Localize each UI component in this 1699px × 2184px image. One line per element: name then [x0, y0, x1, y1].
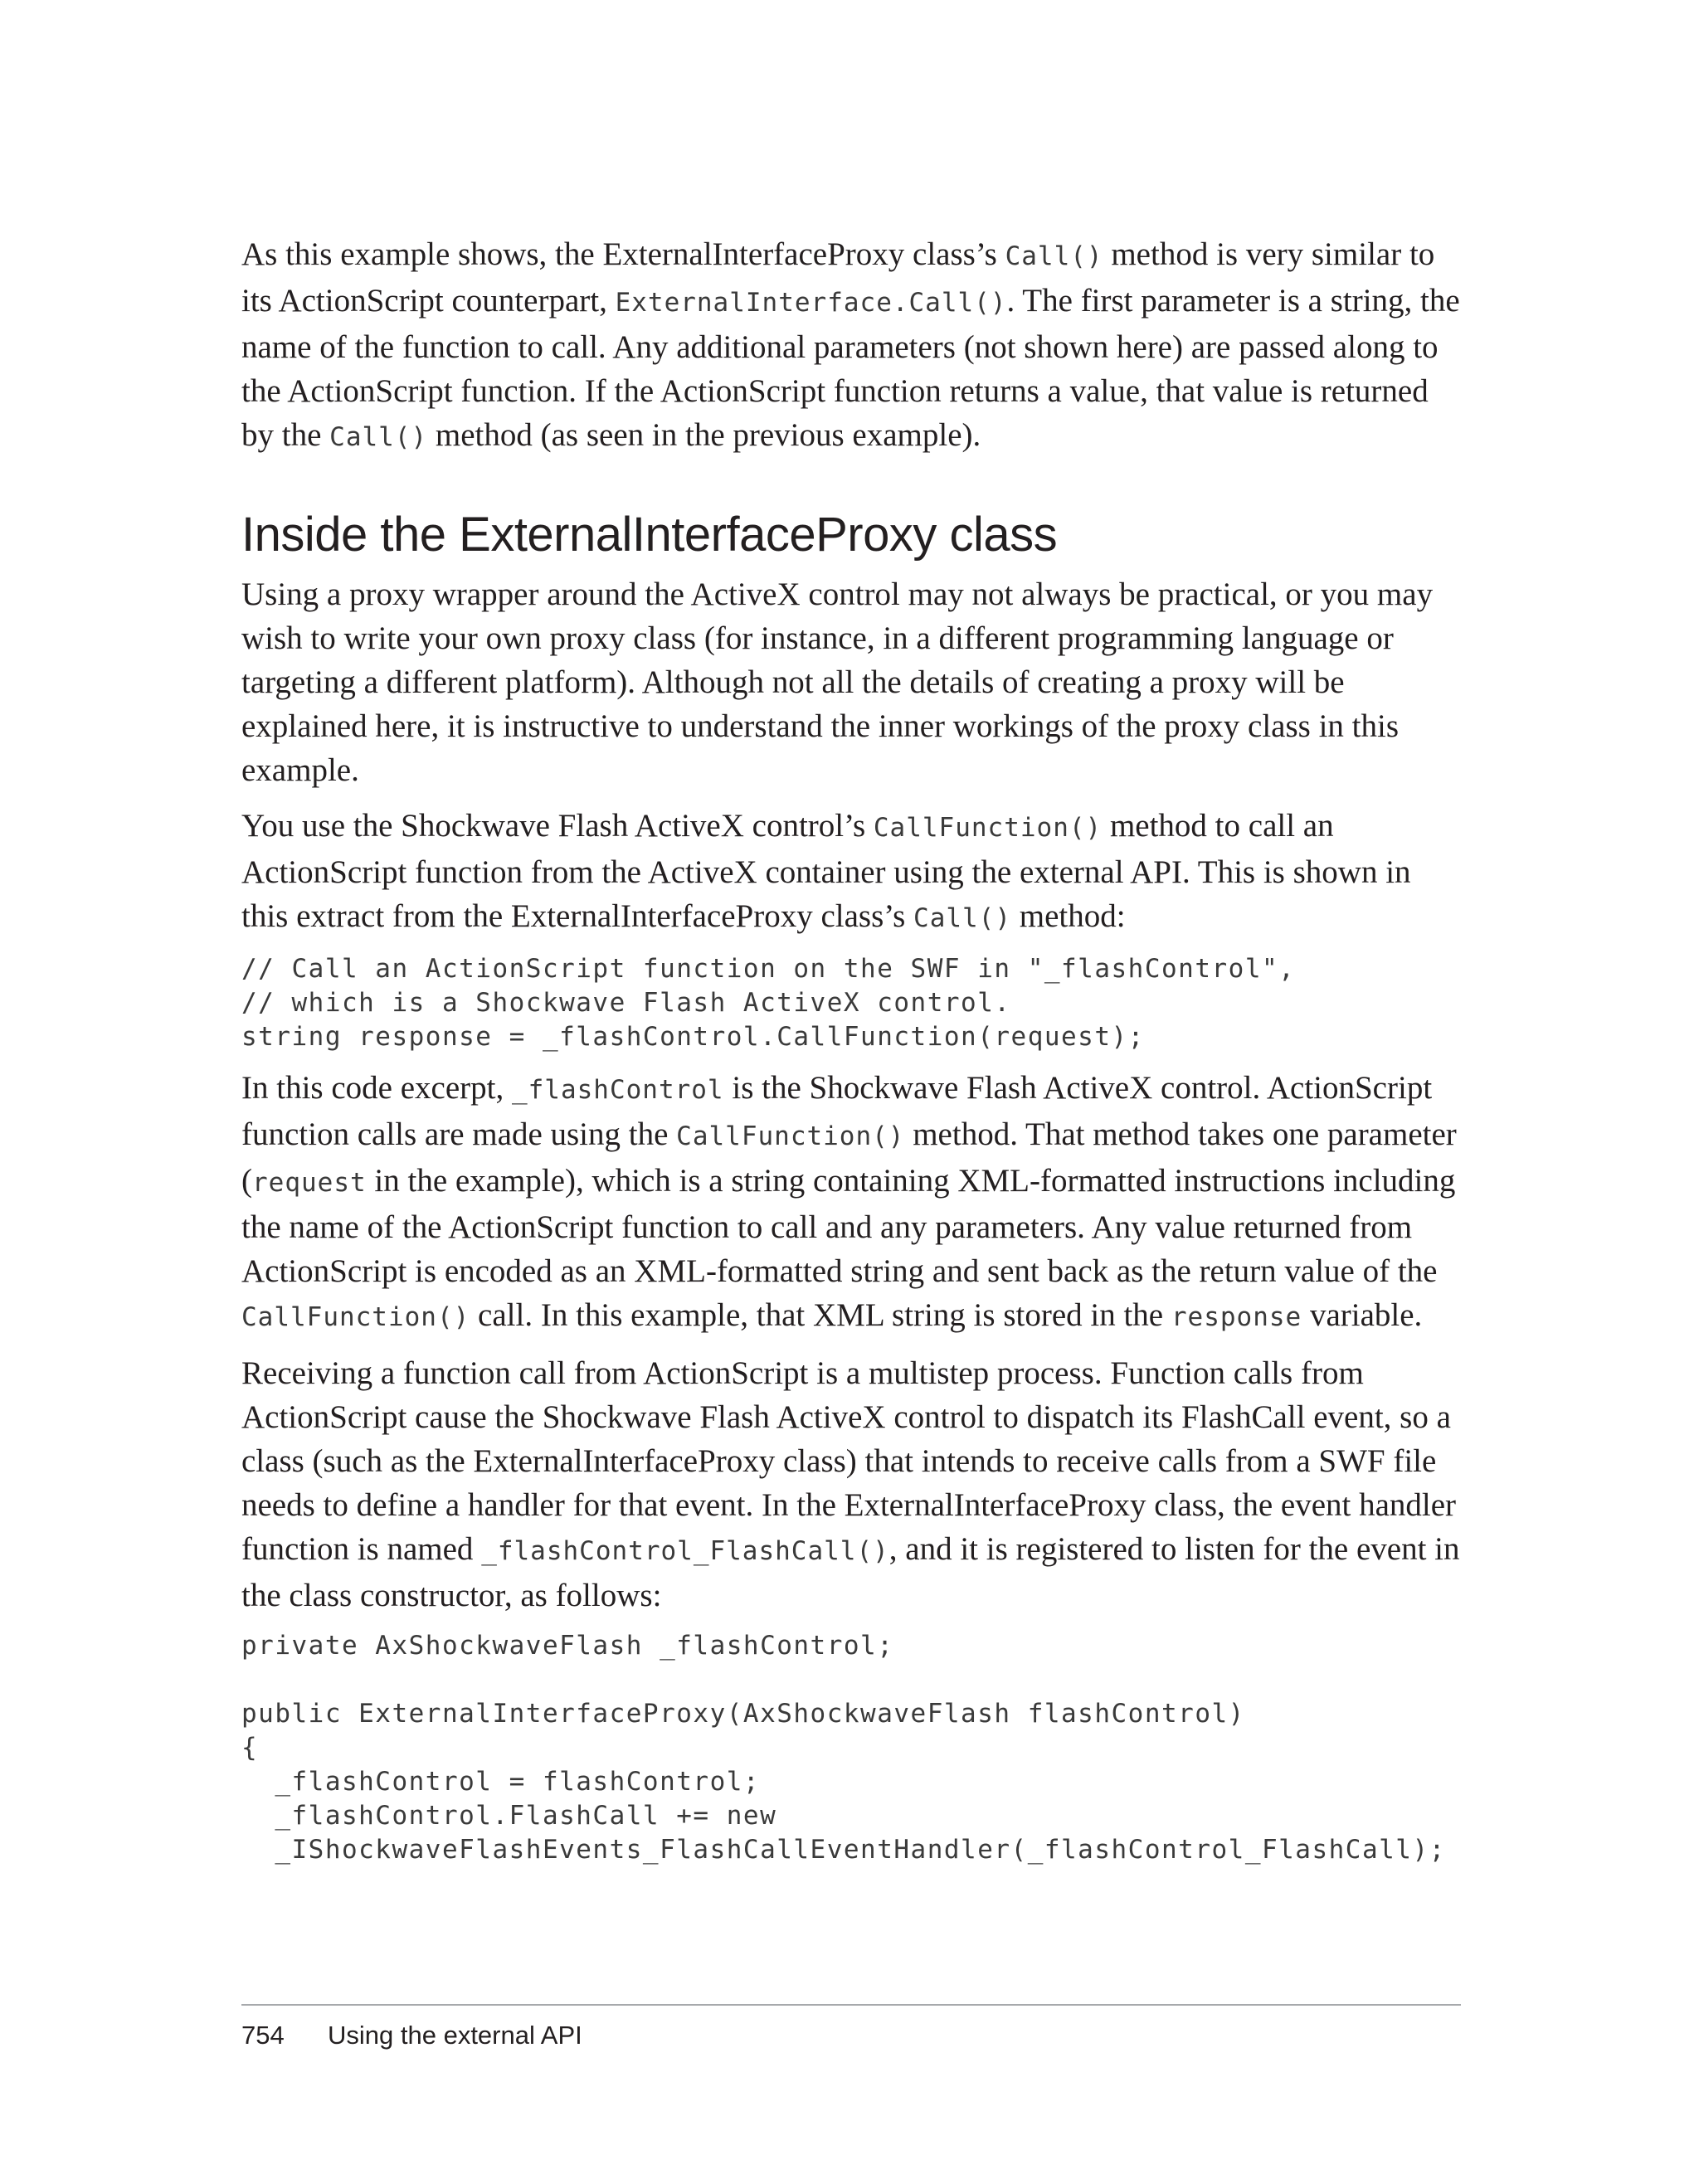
inline-code: _flashControl — [511, 1075, 724, 1105]
code-line: _flashControl = flashControl; — [241, 1767, 761, 1797]
inline-code: Call() — [913, 903, 1012, 933]
text-span: You use the Shockwave Flash ActiveX control’s — [241, 808, 874, 844]
code-line: _IShockwaveFlashEvents_FlashCallEventHandler(_flashControl_FlashCall); — [241, 1835, 1446, 1865]
footer-divider — [241, 2004, 1461, 2006]
chapter-title: Using the external API — [328, 2021, 582, 2050]
text-span: in the example), which is a string containing XML-formatted instructions including the name of the ActionScript function to call and any parameters. Any value returned from ActionScript is encoded as an XML-formatted string and sent back as the return value of the — [241, 1163, 1456, 1289]
code-block-callfunction — [241, 952, 1461, 1054]
page-number: 754 — [241, 2021, 285, 2050]
page-body — [241, 232, 1461, 1879]
code-line: string response = _flashControl.CallFunction(request); — [241, 1022, 1145, 1052]
paragraph-call-method-intro — [241, 232, 1461, 460]
text-span: As this example shows, the ExternalInterfaceProxy class’s — [241, 236, 1005, 272]
inline-code: request — [252, 1168, 367, 1198]
inline-code: CallFunction() — [873, 813, 1103, 843]
inline-code: response — [1171, 1302, 1302, 1332]
inline-code: ExternalInterface.Call() — [615, 288, 1007, 318]
paragraph-receiving-calls — [241, 1351, 1461, 1617]
inline-code: Call() — [1005, 241, 1103, 271]
paragraph-proxy-wrapper: Using a proxy wrapper around the ActiveX control may not always be practical, or you may wish to write your own proxy class (for instance, in a different programming language or targeting a different platform). Although not all the details of creating a proxy will be explained here, it is instructive to understand the inner workings of the proxy class in this example. — [241, 576, 1434, 788]
code-line — [241, 1663, 1461, 1697]
text-span: . The first parameter is a string, the name of the function to call. Any additional parameters (not shown here) are passed along to the ActionScript function. If the ActionScript function returns a value, that value is returned by the — [241, 283, 1460, 453]
text-span: variable. — [1302, 1297, 1423, 1333]
inline-code: CallFunction() — [241, 1302, 470, 1332]
code-line: public ExternalInterfaceProxy(AxShockwaveFlash flashControl) — [241, 1699, 1245, 1729]
code-line: // which is a Shockwave Flash ActiveX control. — [241, 988, 1011, 1018]
inline-code: CallFunction() — [676, 1121, 905, 1151]
page-footer — [241, 2019, 582, 2052]
text-span: call. In this example, that XML string is stored in the — [470, 1297, 1171, 1333]
paragraph-code-excerpt — [241, 1066, 1461, 1340]
code-line: { — [241, 1733, 259, 1763]
inline-code: _flashControl_FlashCall() — [481, 1536, 889, 1566]
text-span: method. That method takes one parameter ( — [241, 1116, 1457, 1199]
code-line: private AxShockwaveFlash _flashControl; — [241, 1631, 894, 1661]
inline-code: Call() — [329, 422, 428, 452]
text-span: method: — [1011, 898, 1126, 934]
text-span: method (as seen in the previous example). — [427, 417, 981, 453]
text-span: is the Shockwave Flash ActiveX control. ActionScript function calls are made using the — [241, 1070, 1433, 1152]
paragraph-callfunction — [241, 804, 1461, 941]
code-line: _flashControl.FlashCall += new — [241, 1801, 777, 1831]
text-span: In this code excerpt, — [241, 1070, 512, 1106]
code-block-constructor — [241, 1629, 1461, 1867]
section-heading: Inside the ExternalInterfaceProxy class — [241, 508, 1058, 562]
text-span: method to call an ActionScript function from the ActiveX container using the external API. This is shown in this extract from the ExternalInterfaceProxy class’s — [241, 808, 1411, 934]
code-line: // Call an ActionScript function on the SWF in "_flashControl", — [241, 954, 1296, 984]
text-span: method is very similar to its ActionScript counterpart, — [241, 236, 1435, 319]
text-span: Receiving a function call from ActionScript is a multistep process. Function calls from ActionScript cause the Shockwave Flash ActiveX control to dispatch its FlashCall event, so a class (such as the ExternalInterfaceProxy class) that intends to receive calls from a SWF file needs to define a handler for that event. In the ExternalInterfaceProxy class, the event handler function is named — [241, 1355, 1457, 1567]
text-span: , and it is registered to listen for the event in the class constructor, as follows: — [241, 1531, 1460, 1613]
